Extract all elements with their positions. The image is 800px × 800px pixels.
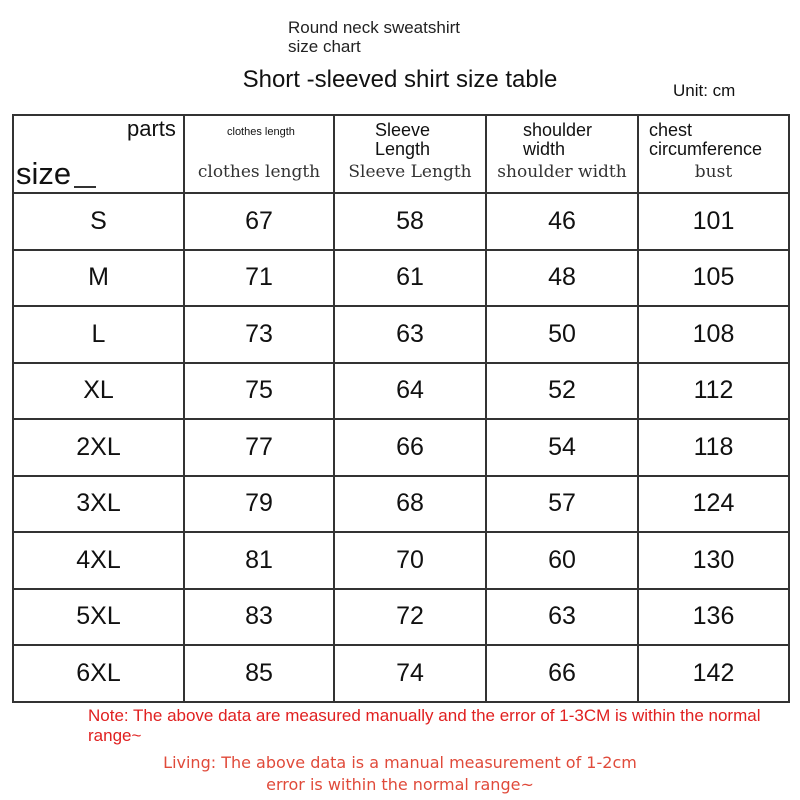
header-clothes-length-sub: clothes length [197,162,321,182]
table-row [13,589,789,646]
cell-chest: 130 [638,532,789,589]
cell-chest: 112 [638,363,789,420]
cell-clothes-length: 83 [184,589,334,646]
cell-size: 6XL [13,645,184,702]
cell-size: XL [13,363,184,420]
cell-clothes-length: 79 [184,476,334,533]
cell-sleeve-length: 63 [334,306,486,363]
cell-chest: 118 [638,419,789,476]
cell-chest: 136 [638,589,789,646]
header-sleeve-length-sub: Sleeve Length [348,162,472,182]
cell-shoulder-width: 46 [486,193,638,250]
header-clothes-length-label: clothes length [227,126,295,138]
unit-label: Unit: cm [673,81,736,100]
cell-chest: 105 [638,250,789,307]
table-row [13,193,789,250]
cell-clothes-length: 85 [184,645,334,702]
cell-sleeve-length: 61 [334,250,486,307]
header-clothes-length [184,115,334,193]
subtitle-line-2: size chart [288,37,361,56]
cell-clothes-length: 81 [184,532,334,589]
cell-size: 2XL [13,419,184,476]
cell-sleeve-length: 72 [334,589,486,646]
cell-shoulder-width: 54 [486,419,638,476]
cell-shoulder-width: 63 [486,589,638,646]
cell-chest: 124 [638,476,789,533]
cell-shoulder-width: 52 [486,363,638,420]
cell-chest: 142 [638,645,789,702]
cell-shoulder-width: 60 [486,532,638,589]
header-chest [638,115,789,193]
subtitle [288,18,460,56]
cell-clothes-length: 75 [184,363,334,420]
table-row [13,306,789,363]
cell-shoulder-width: 48 [486,250,638,307]
cell-clothes-length: 77 [184,419,334,476]
header-chest-label: chest circumference [649,120,763,159]
cell-size: 3XL [13,476,184,533]
cell-sleeve-length: 68 [334,476,486,533]
corner-cell [13,115,184,193]
cell-clothes-length: 73 [184,306,334,363]
table-row [13,250,789,307]
header-shoulder-width-sub: shoulder width [497,162,627,182]
header-row [13,115,789,193]
header-shoulder-width [486,115,638,193]
subtitle-line-1: Round neck sweatshirt [288,18,460,37]
cell-clothes-length: 71 [184,250,334,307]
parts-label: parts [124,116,179,142]
cell-chest: 108 [638,306,789,363]
cell-size: 5XL [13,589,184,646]
cell-size: S [13,193,184,250]
table-row [13,645,789,702]
cell-size: L [13,306,184,363]
note-text: Note: The above data are measured manually and the error of 1-3CM is within the normal range~ [88,706,761,745]
size-table-body [13,115,789,702]
cell-clothes-length: 67 [184,193,334,250]
cell-sleeve-length: 70 [334,532,486,589]
cell-shoulder-width: 57 [486,476,638,533]
table-row [13,476,789,533]
table-row [13,532,789,589]
cell-sleeve-length: 66 [334,419,486,476]
header-sleeve-length-label: Sleeve Length [375,120,431,159]
header-sleeve-length [334,115,486,193]
living-line-1: Living: The above data is a manual measurement of 1-2cm [163,753,637,772]
table-row [13,363,789,420]
cell-shoulder-width: 66 [486,645,638,702]
header-chest-sub: bust [694,162,733,182]
cell-sleeve-length: 74 [334,645,486,702]
header-shoulder-width-label: shoulder width [523,120,593,159]
cell-sleeve-length: 58 [334,193,486,250]
size-label: size [16,156,72,191]
size-underline [74,186,96,188]
cell-shoulder-width: 50 [486,306,638,363]
page-title: Short -sleeved shirt size table [242,66,558,93]
size-table [12,114,790,703]
living-note [0,752,800,796]
table-row [13,419,789,476]
cell-size: M [13,250,184,307]
cell-size: 4XL [13,532,184,589]
living-line-2: error is within the normal range~ [266,775,534,794]
cell-chest: 101 [638,193,789,250]
cell-sleeve-length: 64 [334,363,486,420]
